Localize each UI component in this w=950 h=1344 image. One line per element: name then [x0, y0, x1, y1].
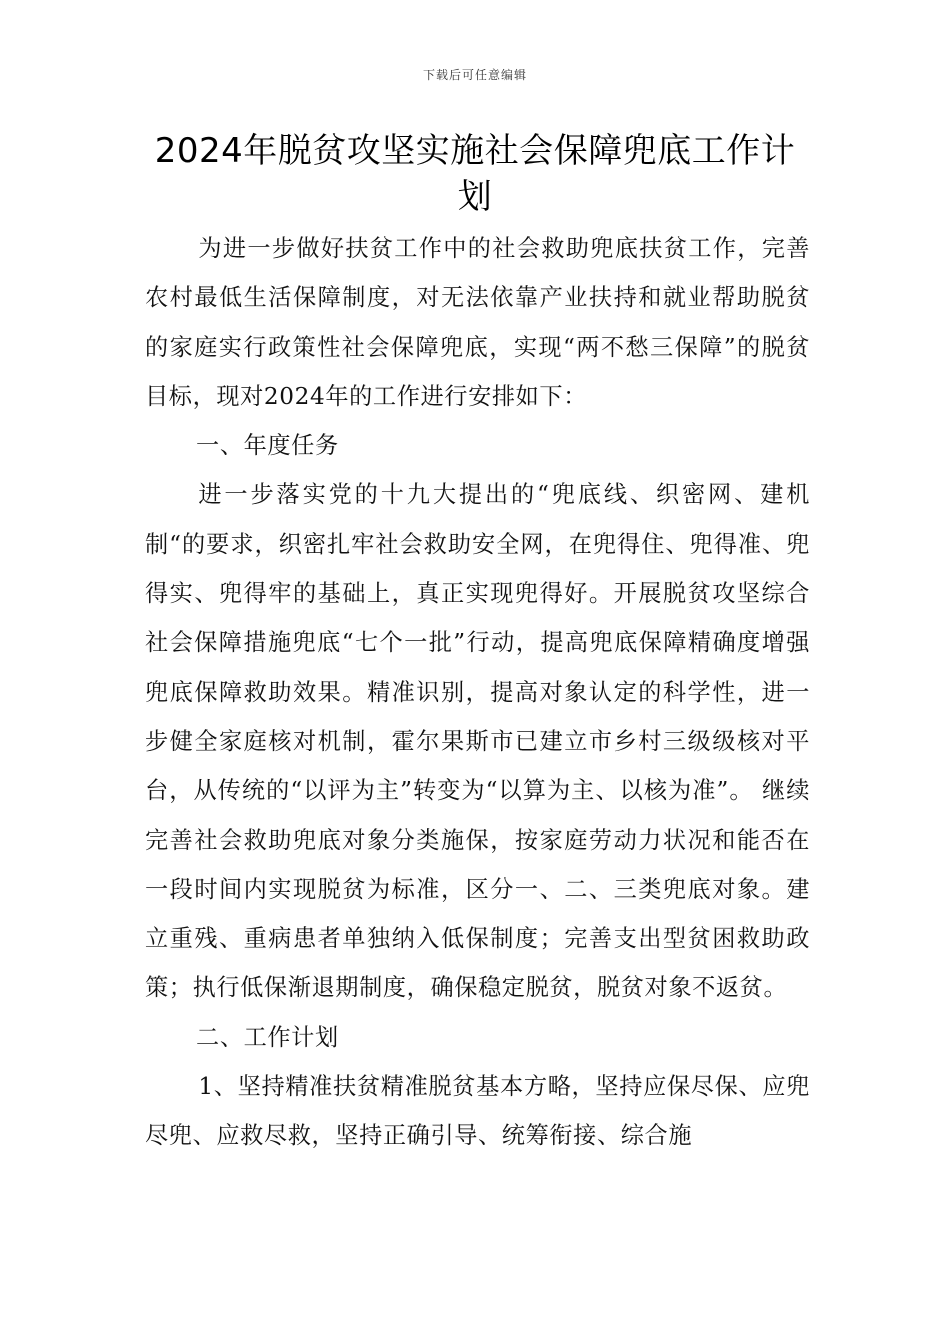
document-title: 2024年脱贫攻坚实施社会保障兜底工作计划: [154, 131, 796, 217]
section-heading-annual-tasks: 一、年度任务: [196, 432, 339, 460]
intro-paragraph: 为进一步做好扶贫工作中的社会救助兜底扶贫工作，完善农村最低生活保障制度，对无法依靠产业扶持和就业帮助脱贫的家庭实行政策性社会保障兜底，实现“两不愁三保障”的脱贫目标，现对2024年的工作进行安排如下：: [145, 235, 810, 410]
header-note: 下载后可任意编辑: [422, 68, 527, 82]
section-heading-work-plan: 二、工作计划: [196, 1023, 339, 1051]
document-body: [145, 224, 810, 1161]
annual-tasks-paragraph: 进一步落实党的十九大提出的“兜底线、织密网、建机制“的要求，织密扎牢社会救助安全网，在兜得住、兜得准、兜得实、兜得牢的基础上，真正实现兜得好。开展脱贫攻坚综合社会保障措施兜底“七个一批”行动，提高兜底保障精确度增强兜底保障救助效果。精准识别，提高对象认定的科学性，进一步健全家庭核对机制，霍尔果斯市已建立市乡村三级级核对平台，从传统的“以评为主”转变为“以算为主、以核为准”。 继续完善社会救助兜底对象分类施保，按家庭劳动力状况和能否在一段时间内实现脱贫为标准，区分一、二、三类兜底对象。建立重残、重病患者单独纳入低保制度；完善支出型贫困救助政策；执行低保渐退期制度，确保稳定脱贫，脱贫对象不返贫。: [145, 481, 810, 1002]
work-plan-paragraph: 1、坚持精准扶贫精准脱贫基本方略，坚持应保尽保、应兜尽兜、应救尽救，坚持正确引导、统筹衔接、综合施: [145, 1073, 810, 1150]
